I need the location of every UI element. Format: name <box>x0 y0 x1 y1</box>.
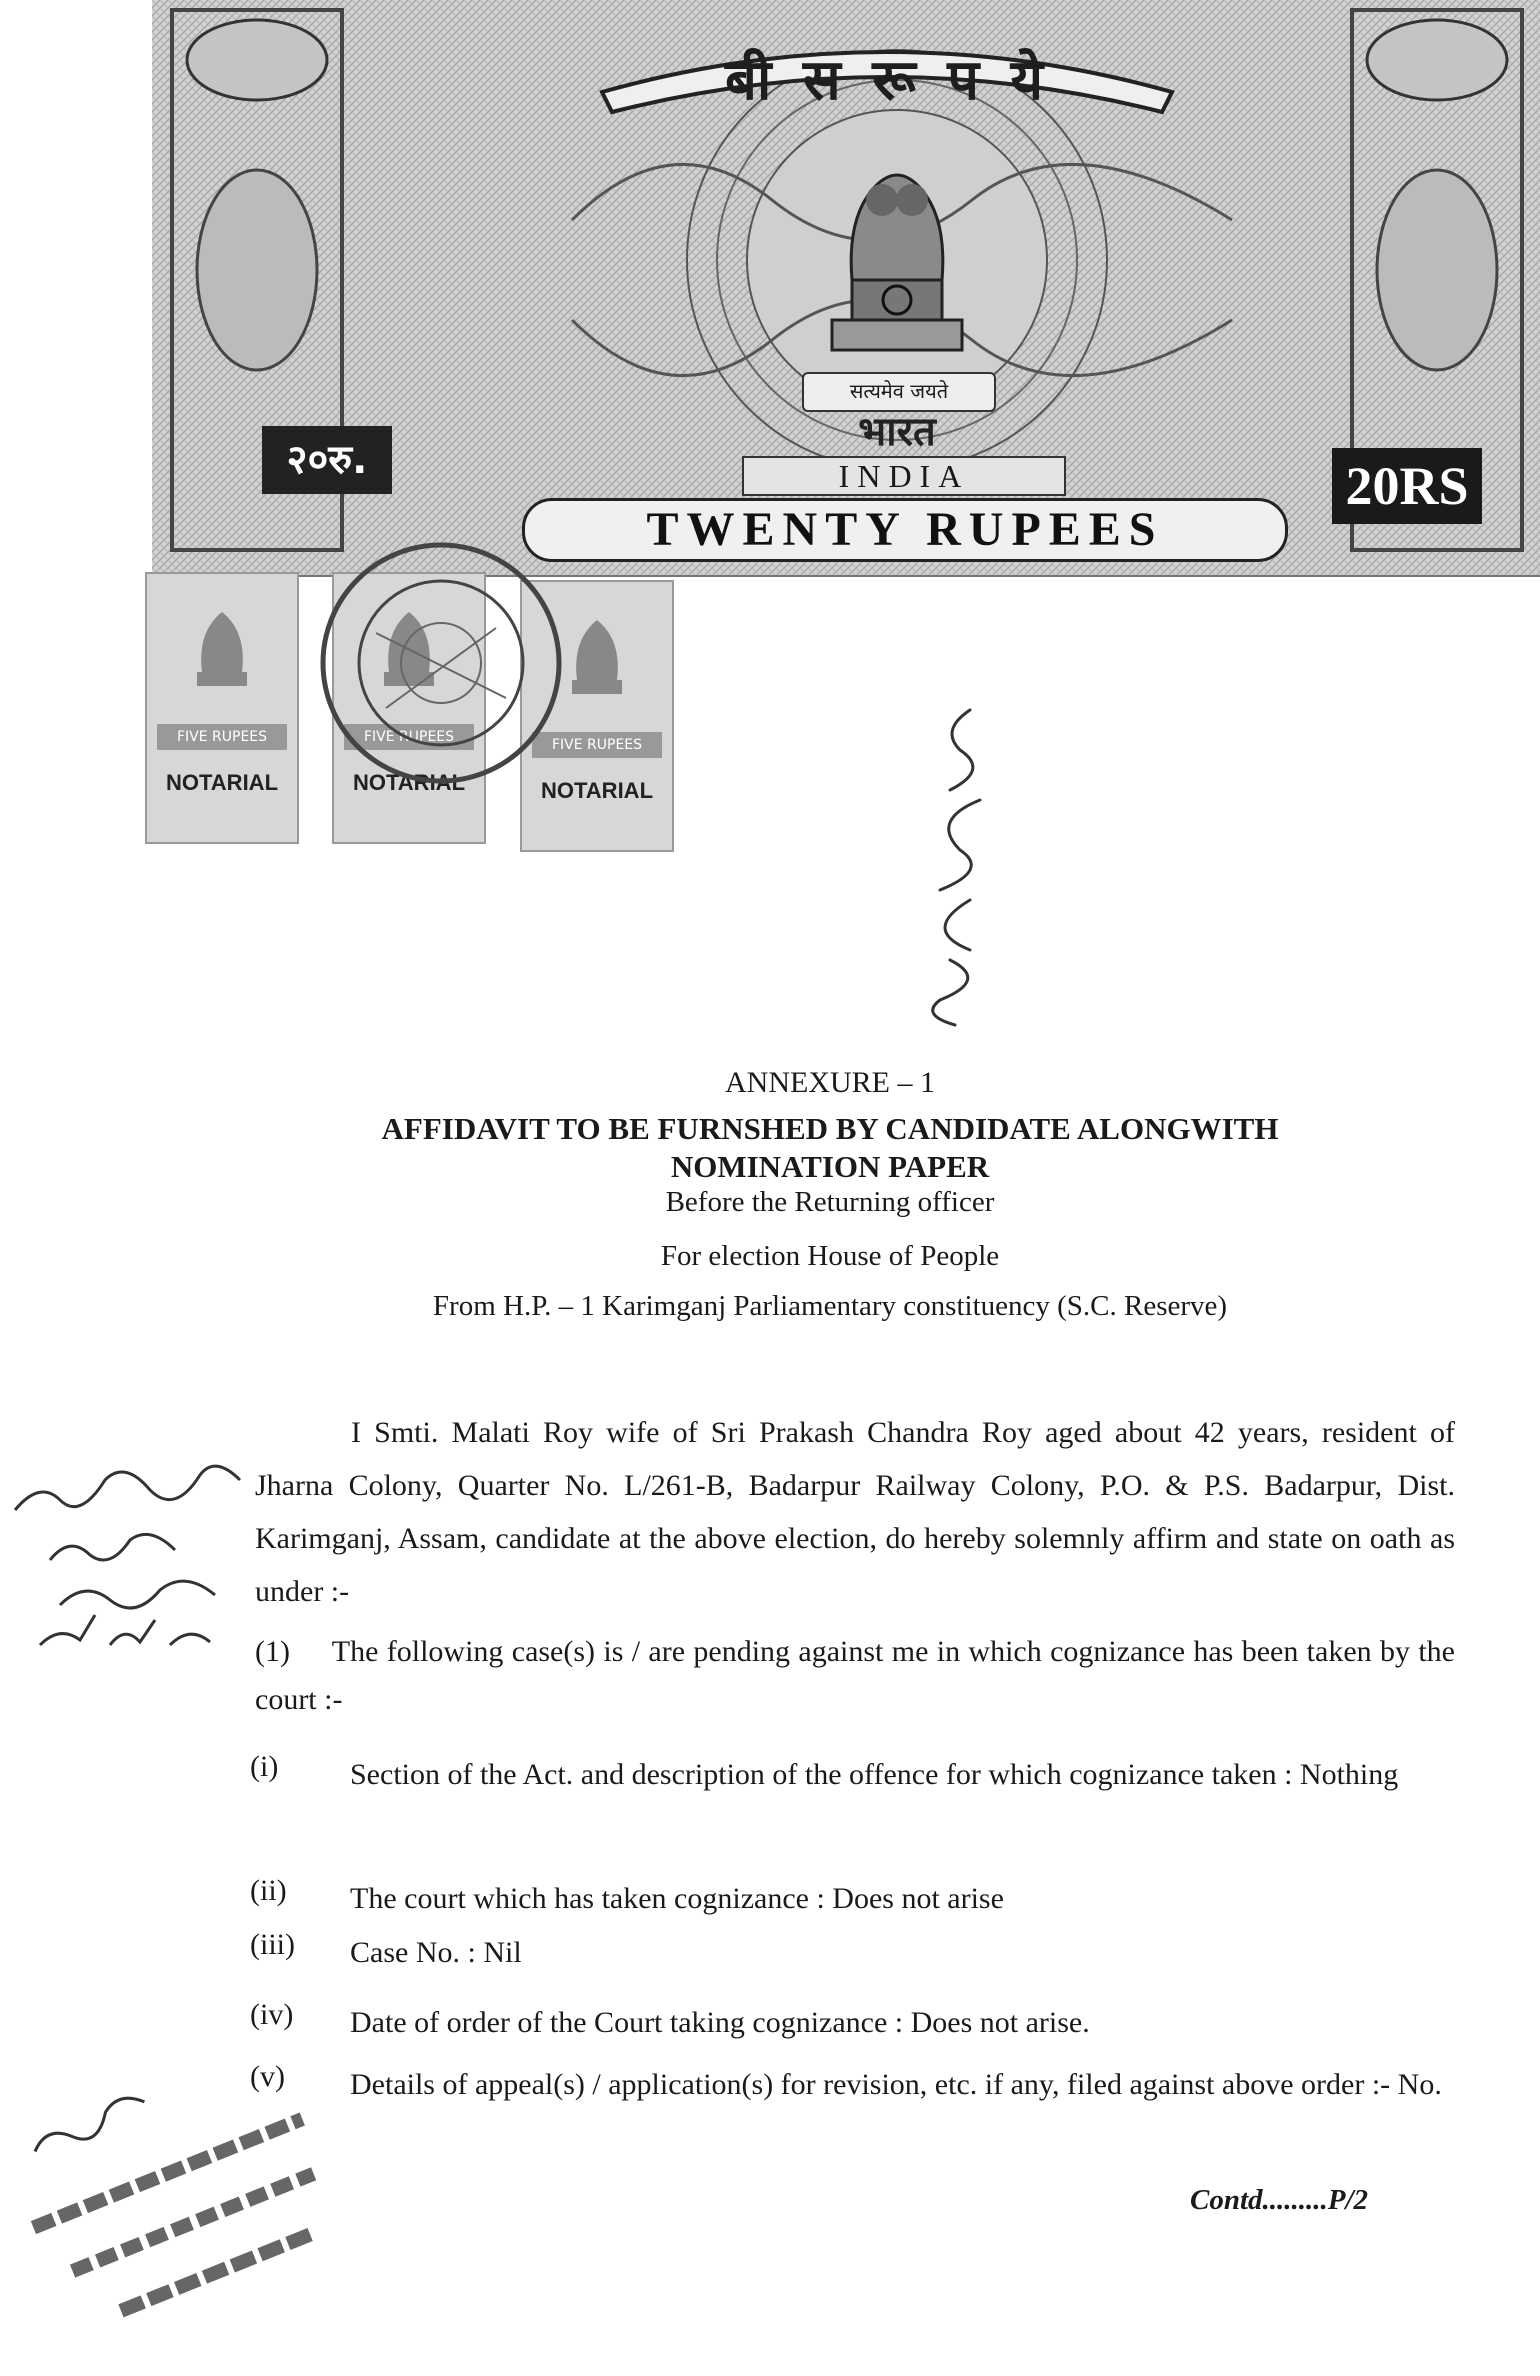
notarial-label: NOTARIAL <box>165 770 279 795</box>
returning-officer-line: Before the Returning officer <box>665 1186 995 1218</box>
denomination-numeric: 20RS <box>1332 448 1482 524</box>
item-number: (ii) <box>250 1874 287 1907</box>
denomination-hindi: २०रु. <box>262 426 392 494</box>
item-text: The court which has taken cognizance : Does not arise <box>350 1882 1004 1915</box>
item-text: Details of appeal(s) / application(s) for revision, etc. if any, filed against above order :- No. <box>350 2068 1442 2101</box>
intro-paragraph <box>255 1406 1455 1618</box>
affidavit-title: AFFIDAVIT TO BE FURNSHED BY CANDIDATE ALONGWITH NOMINATION PAPER <box>381 1111 1279 1184</box>
notarial-stamp <box>145 572 299 844</box>
item-text: Date of order of the Court taking cognizance : Does not arise. <box>350 2006 1090 2039</box>
candidate-signature <box>860 690 1020 1030</box>
country-name-english: INDIA <box>742 456 1066 496</box>
country-name-hindi: भारत <box>858 409 936 455</box>
notarial-label: NOTARIAL <box>540 778 654 803</box>
item-number: (iv) <box>250 1998 294 2031</box>
point-1-number: (1) <box>255 1635 290 1668</box>
election-line: For election House of People <box>660 1240 1000 1272</box>
continued-marker: Contd.........P/2 <box>1190 2184 1369 2216</box>
notarial-label: NOTARIAL <box>352 770 466 795</box>
notarial-value: FIVE RUPEES <box>532 732 662 758</box>
intro-text: I Smti. Malati Roy wife of Sri Prakash Chandra Roy aged about 42 years, resident of Jharna Colony, Quarter No. L/261-B, Badarpur Railway Colony, P.O. & P.S. Badarpur, Dist. Karimganj, Assam, candidate at the above election, do hereby solemnly affirm and state on oath as under :- <box>255 1416 1455 1608</box>
identification-note <box>0 1420 270 1660</box>
constituency-line: From H.P. – 1 Karimganj Parliamentary constituency (S.C. Reserve) <box>432 1290 1228 1322</box>
item-text: Section of the Act. and description of the offence for which cognizance taken : Nothing <box>350 1758 1399 1791</box>
item-number: (i) <box>250 1750 279 1783</box>
item-text: Case No. : Nil <box>350 1936 522 1969</box>
stamp-banner <box>592 22 1182 118</box>
notarial-value: FIVE RUPEES <box>344 724 474 750</box>
emblem-icon <box>567 610 627 700</box>
notarial-value: FIVE RUPEES <box>157 724 287 750</box>
point-1 <box>255 1628 1455 1724</box>
stamp-paper <box>152 0 1540 577</box>
notary-round-seal <box>316 538 566 788</box>
lion-capital-emblem <box>792 130 1002 370</box>
point-1-text: The following case(s) is / are pending against me in which cognizance has been taken by the court :- <box>255 1635 1456 1716</box>
item-number: (v) <box>250 2060 285 2093</box>
emblem-icon <box>192 602 252 692</box>
item-number: (iii) <box>250 1928 295 1961</box>
banner-text: बी स रू प ये <box>724 47 1050 113</box>
annexure-label: ANNEXURE – 1 <box>725 1066 935 1099</box>
notary-public-seal <box>20 2030 340 2350</box>
denomination-words: TWENTY RUPEES <box>522 498 1288 562</box>
motto: सत्यमेव जयते <box>802 372 996 412</box>
